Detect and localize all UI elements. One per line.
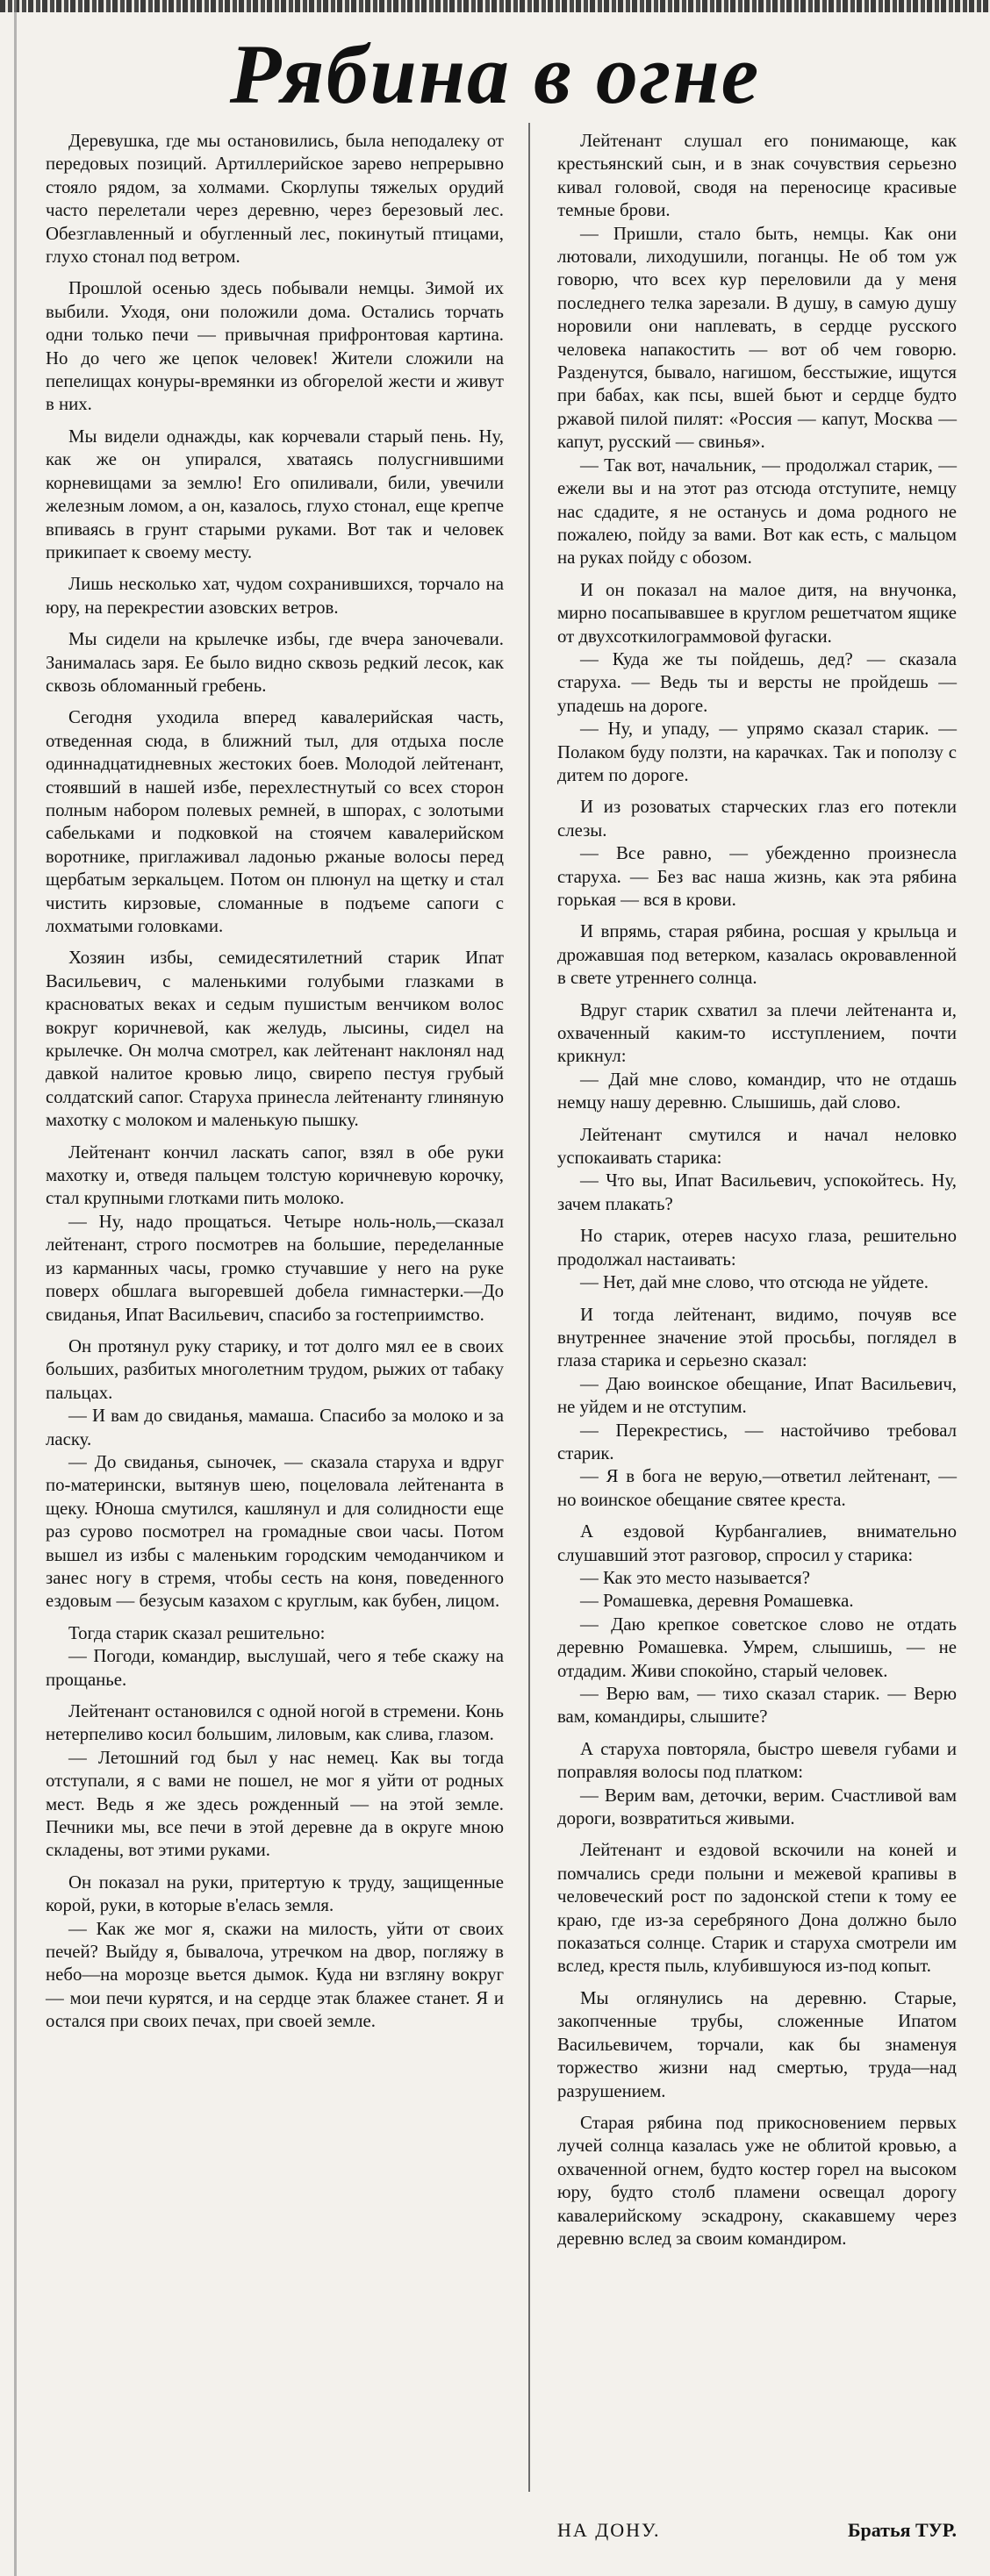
article-paragraph: — Погоди, командир, выслушай, чего я тебе скажу на прощанье. bbox=[46, 1646, 504, 1690]
byline: Братья ТУР. bbox=[847, 2519, 957, 2541]
article-paragraph: — Что вы, Ипат Васильевич, успокойтесь. Ну, зачем плакать? bbox=[557, 1170, 957, 1214]
article-paragraph: Он показал на руки, притертую к труду, защищенные корой, руки, в которые в'елась земля. bbox=[46, 1871, 504, 1916]
article-paragraph: Мы сидели на крылечке избы, где вчера заночевали. Занималась заря. Ее было видно сквозь редкий лесок, как сквозь обломанный гребень. bbox=[46, 629, 504, 696]
article-paragraph: Тогда старик сказал решительно: bbox=[68, 1622, 326, 1643]
article-paragraph: — Нет, дай мне слово, что отсюда не уйдете. bbox=[580, 1272, 929, 1293]
article-paragraph: — Ну, надо прощаться. Четыре ноль-ноль,—сказал лейтенант, строго посмотрев на большие, переделанные из карманных часы, громко стучавшие у него на руке поверх обшлага выгоревшей добела гимнастерки.—До свиданья, Ипат Васильевич, спасибо за гостеприимство. bbox=[46, 1211, 504, 1325]
page-edge-shadow bbox=[14, 0, 17, 2576]
article-paragraph: Мы оглянулись на деревню. Старые, закопченные трубы, сложенные Ипатом Васильевичем, торчали, как бы знаменуя торжество жизни над смертью, труда—над разрушением. bbox=[557, 1987, 957, 2101]
article-paragraph: Сегодня уходила вперед кавалерийская часть, отведенная сюда, в ближний тыл, для отдыха после одиннадцатидневных жестоких боев. Молодой лейтенант, стоявший в нашей избе, перехлестнутый со всех сторон полным набором полевых ремней, в шпорах, с золотыми сабельками и подковкой на стоячем кавалерийском воротнике, приглаживал ладонью ржаные волосы перед щербатым зеркальцем. Потом он плюнул на щетку и стал чистить кирзовые, сломанные в подъеме сапоги с лохматыми головками. bbox=[46, 707, 504, 936]
article-paragraph: — Пришли, стало быть, немцы. Как они лютовали, лиходушили, поганцы. Не об том уж говорю, что всех кур переловили да у меня последнего телка зарезали. В душу, в самую душу норовили они наплевать, в сердце русского человека напакостить — вот об чем говорю. Разденутся, бывало, нагишом, бесстыжие, ищутся при бабах, как псы, вшей бьют и сердце будто ржавой пилой пилят: «Россия — капут, Москва — капут, русский — свинья». bbox=[557, 223, 957, 453]
article-paragraph: А старуха повторяла, быстро шевеля губами и поправляя волосы под платком: bbox=[557, 1738, 957, 1783]
dateline: НА ДОНУ. bbox=[557, 2519, 661, 2541]
article-paragraph: — Дай мне слово, командир, что не отдашь немцу нашу деревню. Слышишь, дай слово. bbox=[557, 1069, 957, 1113]
article-paragraph: — Как это место называется? bbox=[580, 1567, 810, 1588]
article-paragraph: Лишь несколько хат, чудом сохранившихся, торчало на юру, на перекрестии азовских ветров. bbox=[46, 574, 504, 618]
article-paragraph: Вдруг старик схватил за плечи лейтенанта и, охваченный каким-то исступлением, почти крикнул: bbox=[557, 999, 957, 1067]
article-paragraph: А ездовой Курбангалиев, внимательно слушавший этот разговор, спросил у старика: bbox=[557, 1521, 957, 1565]
article-paragraph: Но старик, отерев насухо глаза, решительно продолжал настаивать: bbox=[557, 1226, 957, 1270]
article-paragraph: — Летошний год был у нас немец. Как вы тогда отступали, я с вами не пошел, не мог я уйти от родных мест. Ведь я же здесь рожденный — на этой земле. Печники мы, все печи в этой деревне да в округе мною складены, вот этими руками. bbox=[46, 1747, 504, 1861]
article-paragraph: — Верим вам, деточки, верим. Счастливой вам дороги, возвратиться живыми. bbox=[557, 1785, 957, 1829]
article-paragraph: Деревушка, где мы остановились, была неподалеку от передовых позиций. Артиллерийское зарево непрерывно стояло рядом, за холмами. Скорлупы тяжелых орудий часто перелетали через деревню, через березовый лес. Обезглавленный и обугленный лес, покинутый птицами, глухо стонал под ветром. bbox=[46, 131, 504, 268]
article-footer bbox=[557, 2518, 957, 2553]
article-paragraph: И тогда лейтенант, видимо, почуяв все внутреннее значение этой просьбы, поглядел в глаза старика и серьезно сказал: bbox=[557, 1304, 957, 1371]
article-paragraph: Лейтенант и ездовой вскочили на коней и помчались среди полыни и межевой крапивы в человеческий рост по задонской степи к тому ее краю, где из-за серебряного Дона должно было показаться солнце. Старик и старуха смотрели им вслед, крестя пыль, клубившуюся из-под копыт. bbox=[557, 1840, 957, 1977]
article-paragraph: Хозяин избы, семидесятилетний старик Ипат Васильевич, с маленькими голубыми глазками в красноватых веках и седым пушистым венчиком волос вокруг коричневой, как желудь, лысины, сидел на крылечке. Он молча смотрел, как лейтенант наклонял над давкой налитое кровью лицо, свирепо пестуя грубый солдатский сапог. Старуха принесла лейтенанту глиняную махотку с молоком и маленькую пышку. bbox=[46, 948, 504, 1131]
article-paragraph: — Я в бога не верую,—ответил лейтенант, — но воинское обещание святее креста. bbox=[557, 1466, 957, 1510]
article-paragraph: — Как же мог я, скажи на милость, уйти от своих печей? Выйду я, бывалоча, утречком на двор, погляжу в небо—на морозце вьется дымок. Куда ни взгляну вокруг — мои печи курятся, и на сердце этак блажее станет. Я и остался при своих печах, при своей земле. bbox=[46, 1918, 504, 2032]
article-paragraph: Лейтенант смутился и начал неловко успокаивать старика: bbox=[557, 1124, 957, 1169]
article-paragraph: Лейтенант остановился с одной ногой в стремени. Конь нетерпеливо косил большим, лиловым, как слива, глазом. bbox=[46, 1701, 504, 1745]
article-paragraph: — Ромашевка, деревня Ромашевка. bbox=[580, 1591, 854, 1612]
column-divider bbox=[528, 123, 530, 2492]
article-paragraph: Старая рябина под прикосновением первых лучей солнца казалась уже не облитой кровью, а охваченной огнем, будто костер горел на высоком юру, будто столб пламени освещал дорогу кавалерийскому эскадрону, скакавшему через деревню вслед за своим командиром. bbox=[557, 2112, 957, 2249]
article-column-left bbox=[46, 130, 504, 2034]
article-paragraph: Лейтенант слушал его понимающе, как крестьянский сын, и в знак сочувствия серьезно кивал головой, сводя на переносице красивые темные брови. bbox=[557, 131, 957, 221]
article-paragraph: — Даю крепкое советское слово не отдать деревню Ромашевка. Умрем, слышишь, — не отдадим. Живи спокойно, старый человек. bbox=[557, 1614, 957, 1681]
article-headline: Рябина в огне bbox=[229, 27, 761, 121]
article-paragraph: — Куда же ты пойдешь, дед? — сказала старуха. — Ведь ты и версты не пройдешь — упадешь на дороге. bbox=[557, 648, 957, 716]
article-paragraph: И впрямь, старая рябина, росшая у крыльца и дрожавшая под ветерком, казалась окровавленной в свете утреннего солнца. bbox=[557, 921, 957, 989]
article-paragraph: Он протянул руку старику, и тот долго мял ее в своих больших, разбитых многолетним трудом, рыжих от табаку пальцах. bbox=[46, 1335, 504, 1403]
article-paragraph: — Перекрестись, — настойчиво требовал старик. bbox=[557, 1420, 957, 1463]
article-paragraph: — До свиданья, сыночек, — сказала старуха и вдруг по-матерински, вытянув шею, поцеловала лейтенанта в щеку. Юноша смутился, кашлянул и для солидности еще раз сурово посмотрел на громадные свои часы. Потом вышел из избы с маленьким городским чемоданчиком и занес ногу в стремя, чтобы сесть на коня, поведенного ездовым — безусым казахом с круглым, как бубен, лицом. bbox=[46, 1451, 504, 1612]
article-column-right bbox=[557, 130, 957, 2250]
article-paragraph: Прошлой осенью здесь побывали немцы. Зимой их выбили. Уходя, они положили дома. Остались торчать одни только печи — привычная прифронтовая картина. Но до чего же цепок человек! Жители сложили на пепелищах конуры-времянки из обгорелой жести и живут в них. bbox=[46, 278, 504, 415]
article-paragraph: И он показал на малое дитя, на внучонка, мирно посапывавшее в круглом решетчатом ящике от двухсоткилограммовой фугаски. bbox=[557, 579, 957, 647]
article-paragraph: — И вам до свиданья, мамаша. Спасибо за молоко и за ласку. bbox=[46, 1406, 504, 1449]
article-paragraph: — Ну, и упаду, — упрямо сказал старик. — Полаком буду ползти, на карачках. Так и поползу с дитем по дороге. bbox=[557, 719, 957, 785]
article-paragraph: — Даю воинское обещание, Ипат Васильевич, не уйдем и не отступим. bbox=[557, 1373, 957, 1418]
article-paragraph: — Все равно, — убежденно произнесла старуха. — Без вас наша жизнь, как эта рябина горькая — вся в крови. bbox=[557, 843, 957, 910]
top-border-rule bbox=[0, 0, 990, 12]
article-paragraph: Мы видели однажды, как корчевали старый пень. Ну, как же он упирался, хватаясь полусгнившими корневищами за землю! Его опиливали, били, увечили железным ломом, а он, казалось, глухо стонал, еще крепче впиваясь в грунт старыми руками. Вот так и человек прикипает к своему месту. bbox=[46, 426, 504, 562]
article-paragraph: И из розоватых старческих глаз его потекли слезы. bbox=[557, 797, 957, 841]
article-paragraph: — Верю вам, — тихо сказал старик. — Верю вам, командиры, слышите? bbox=[557, 1684, 957, 1728]
article-paragraph: — Так вот, начальник, — продолжал старик, — ежели вы и на этот раз отсюда отступите, немцу нас сдадите, я не останусь и дома родного не пожалею, пойду за вами. Вот как есть, с мальцом на руках пойду с обозом. bbox=[557, 454, 957, 569]
article-paragraph: Лейтенант кончил ласкать сапог, взял в обе руки махотку и, отведя пальцем толстую коричневую корочку, стал крупными глотками пить молоко. bbox=[46, 1141, 504, 1209]
